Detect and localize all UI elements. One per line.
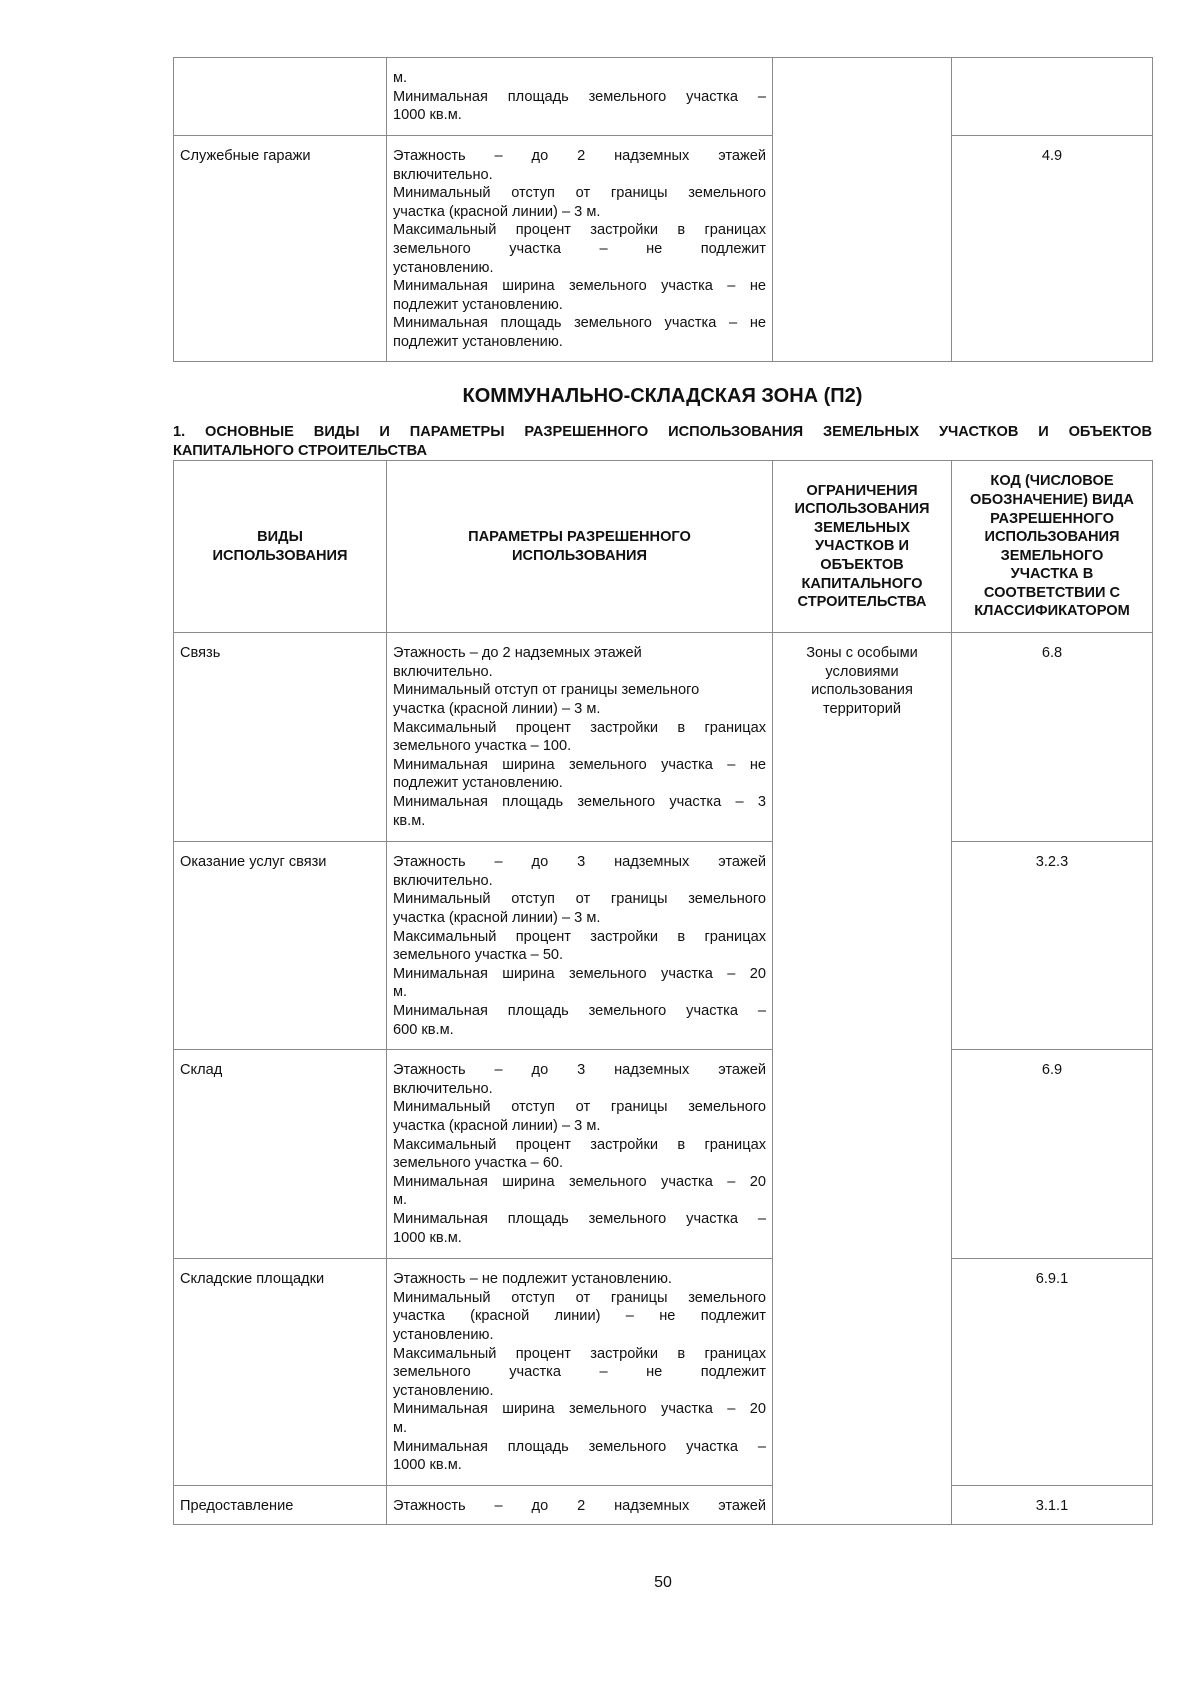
text-line: РАЗРЕШЕННОГО [990,510,1114,527]
param-line: Минимальная площадь земельного участка – не [393,315,766,332]
text-line: ВИДЫ [257,529,303,546]
text-line: ПАРАМЕТРЫ РАЗРЕШЕННОГО [468,529,691,546]
param-line: Этажность – до 2 надземных этажей [393,148,766,164]
param-line: Этажность – не подлежит установлению. [393,1271,672,1288]
use-type-cell: Служебные гаражи [174,136,387,362]
code-cell [952,58,1153,136]
table-row [174,1259,1153,1486]
param-line: установлению. [393,1326,494,1343]
continuation-table [173,57,1153,362]
param-line: подлежит установлению. [393,775,563,792]
table-row [174,842,1153,1050]
param-line: Минимальный отступ от границы земельного [393,682,700,699]
text-line: условиями [825,663,899,680]
text-line: СТРОИТЕЛЬСТВА [797,594,927,611]
params-cell [387,633,773,842]
table-header-row [174,461,1153,633]
param-line: м. [393,984,408,1001]
text-line: ИСПОЛЬЗОВАНИЯ [984,529,1120,546]
param-line: участка (красной линии) – 3 м. [393,203,601,220]
section-title [173,423,1152,460]
param-line: земельного участка – не подлежит [393,240,766,257]
text-line: Зоны с особыми [806,645,918,662]
param-line: Максимальный процент застройки в границах [393,1345,766,1362]
param-line: Этажность – до 3 надземных этажей [393,854,766,871]
params-cell [387,842,773,1050]
zone-title: КОММУНАЛЬНО-СКЛАДСКАЯ ЗОНА (П2) [462,385,863,407]
text-line: ЗЕМЕЛЬНОГО [1000,547,1104,564]
param-line: участка (красной линии) – 3 м. [393,909,601,926]
use-type-cell [174,58,387,136]
param-line: 1000 кв.м. [393,1229,462,1246]
header-restrictions [773,461,952,633]
param-line: Минимальная ширина земельного участка – не [393,756,766,773]
param-line: земельного участка – 50. [393,947,564,964]
param-line: подлежит установлению. [393,333,563,350]
param-line: Максимальный процент застройки в границах [393,719,766,736]
param-line: Максимальный процент застройки в границах [393,928,766,945]
param-line: включительно. [393,872,493,889]
param-line: 1000 кв.м. [393,107,462,124]
param-line: Минимальная ширина земельного участка – 20 [393,965,766,982]
code-cell: 3.1.1 [952,1486,1153,1525]
restriction-cell [773,633,952,1525]
code-cell: 3.2.3 [952,842,1153,1050]
param-line: Минимальная ширина земельного участка – 20 [393,1173,766,1190]
param-line: Максимальный процент застройки в границах [393,1136,766,1153]
param-line: м. [393,1192,408,1209]
param-line: участка (красной линии) – не подлежит [393,1308,766,1325]
param-line: Этажность – до 3 надземных этажей [393,1062,766,1079]
param-line: Минимальный отступ от границы земельного [393,185,766,202]
param-line: 600 кв.м. [393,1021,454,1038]
text-line: ОБЪЕКТОВ [820,556,904,573]
table-row [174,1486,1153,1525]
param-line: участка (красной линии) – 3 м. [393,700,601,717]
param-line: подлежит установлению. [393,296,563,313]
param-line: Максимальный процент застройки в границах [393,222,766,239]
param-line: Минимальная площадь земельного участка – [393,1210,766,1227]
params-cell [387,1259,773,1486]
param-line: кв.м. [393,812,426,829]
use-type-cell: Складские площадки [174,1259,387,1486]
text-line: использования [811,682,913,699]
code-cell: 6.8 [952,633,1153,842]
text-line: СООТВЕТСТВИИ С [983,584,1121,601]
params-cell [387,58,773,136]
code-cell: 4.9 [952,136,1153,362]
param-line: включительно. [393,1080,493,1097]
use-type-cell: Связь [174,633,387,842]
use-type-cell: Оказание услуг связи [174,842,387,1050]
header-parameters [387,461,773,633]
param-line: земельного участка – 100. [393,738,572,755]
text-line: ЗЕМЕЛЬНЫХ [813,519,911,536]
param-line: Минимальный отступ от границы земельного [393,1099,766,1116]
table-row [174,58,1153,136]
param-line: Минимальная ширина земельного участка – 20 [393,1401,766,1418]
param-line: участка (красной линии) – 3 м. [393,1117,601,1134]
table-row [174,633,1153,842]
param-line: м. [393,1419,408,1436]
text-line: ОБОЗНАЧЕНИЕ) ВИДА [970,491,1134,508]
code-cell: 6.9 [952,1050,1153,1259]
table-row [174,136,1153,362]
restriction-cell [773,58,952,362]
text-line: ОГРАНИЧЕНИЯ [806,482,918,499]
table-row [174,1050,1153,1259]
header-use-types [174,461,387,633]
section-title-line: 1. ОСНОВНЫЕ ВИДЫ И ПАРАМЕТРЫ РАЗРЕШЕННОГО ИСПОЛЬЗОВАНИЯ ЗЕМЕЛЬНЫХ УЧАСТКОВ И ОБЪЕКТОВ [173,424,1152,440]
text-line: ИСПОЛЬЗОВАНИЯ [511,547,648,564]
param-line: Минимальный отступ от границы земельного [393,891,766,908]
text-line: КОД (ЧИСЛОВОЕ [990,473,1114,490]
text-line: УЧАСТКА В [1010,566,1094,583]
header-code [952,461,1153,633]
param-line: Минимальная площадь земельного участка – [393,88,766,105]
params-cell [387,1050,773,1259]
section-title-line: КАПИТАЛЬНОГО СТРОИТЕЛЬСТВА [173,442,427,459]
param-line: включительно. [393,663,493,680]
text-line: ИСПОЛЬЗОВАНИЯ [212,547,348,564]
param-line: установлению. [393,259,494,276]
params-cell [387,1486,773,1525]
text-line: КЛАССИФИКАТОРОМ [974,603,1130,620]
param-line: 1000 кв.м. [393,1457,462,1474]
param-line: включительно. [393,166,493,183]
param-line: Этажность – до 2 надземных этажей [393,1498,766,1515]
param-line: земельного участка – не подлежит [393,1364,766,1381]
param-line: м. [393,70,408,86]
use-type-cell: Предоставление [174,1486,387,1525]
text-line: УЧАСТКОВ И [815,538,909,555]
param-line: Минимальная площадь земельного участка – [393,1002,766,1019]
param-line: Минимальная ширина земельного участка – не [393,278,766,295]
param-line: Минимальная площадь земельного участка – 3 [393,793,766,810]
params-cell [387,136,773,362]
page-number: 50 [654,1574,672,1591]
document-page [173,57,1152,1525]
text-line: КАПИТАЛЬНОГО [801,575,923,592]
text-line: территорий [822,700,902,717]
param-line: земельного участка – 60. [393,1155,564,1172]
param-line: Минимальная площадь земельного участка – [393,1438,766,1455]
code-cell: 6.9.1 [952,1259,1153,1486]
main-table [173,460,1153,1525]
param-line: Минимальный отступ от границы земельного [393,1289,766,1306]
param-line: установлению. [393,1382,494,1399]
use-type-cell: Склад [174,1050,387,1259]
text-line: ИСПОЛЬЗОВАНИЯ [794,501,930,518]
param-line: Этажность – до 2 надземных этажей [393,645,642,662]
